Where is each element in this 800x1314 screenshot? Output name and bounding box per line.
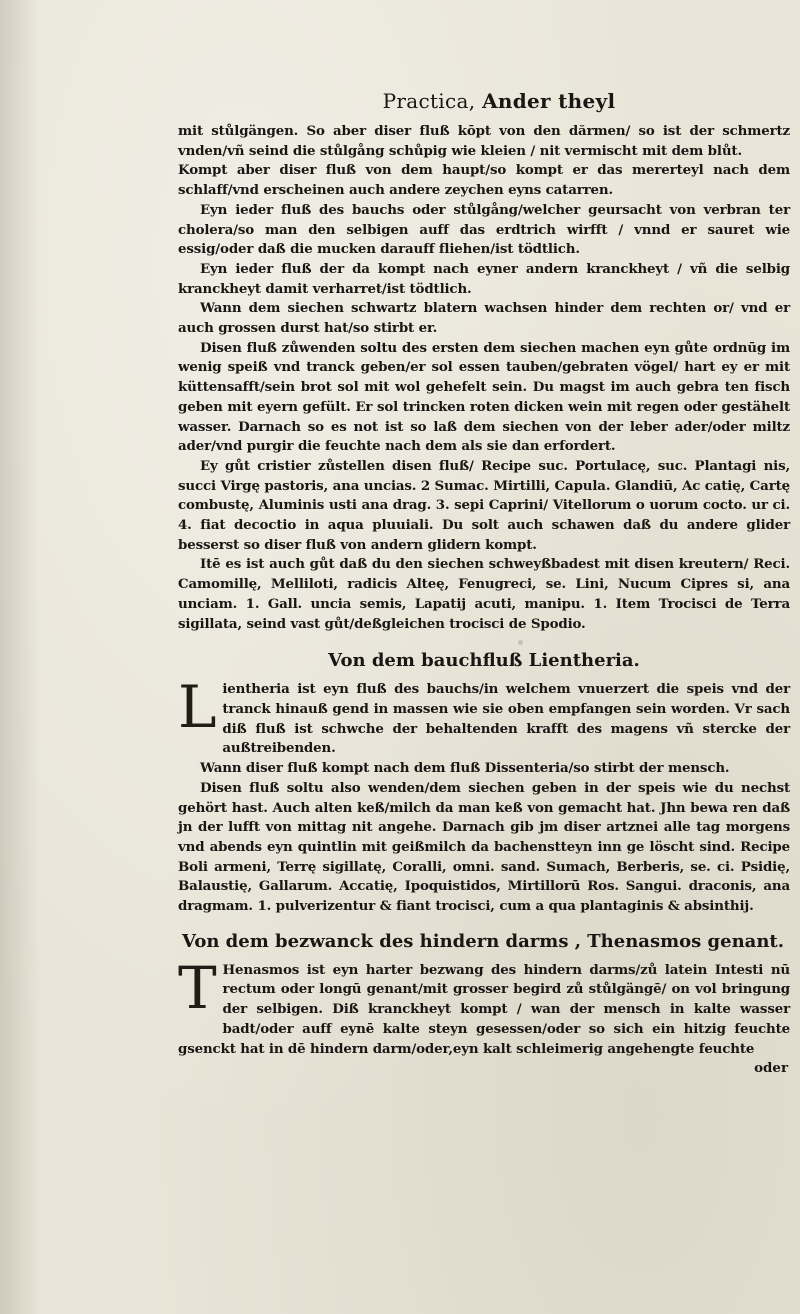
section-heading-lientheria: Von dem bauchfluß Lientheria. (328, 650, 640, 672)
paragraph-3: Eyn ieder fluß des bauchs oder stůlgång/welcher geursacht von verbran ter cholera/so man den selbigen auff das erdtrich wirfft / vnnd er sauret wie essig/oder daß die mucken darauff fliehen/ist tödtlich. (178, 201, 790, 258)
lientheria-first-text: ientheria ist eyn fluß des bauchs/in welchem vnuerzert die speis vnd der tranck hinauß gend in massen wie sie oben empfangen sein worden. Vr sach diß fluß ist schwche der behaltenden krafft des magens vñ stercke der außtreibenden. (222, 681, 790, 757)
gutter-shadow (0, 0, 40, 1314)
running-head-left: Practica, (382, 89, 476, 113)
running-head (208, 86, 790, 122)
text-block (178, 86, 790, 1078)
paragraph-7: Ey gůt cristier zůstellen disen fluß/ Recipe suc. Portulacę, suc. Plantagi nis, succi Virgę pastoris, ana uncias. 2 Sumac. Mirtilli, Capula. Glandiū, Ac catię, Cartę combustę, Aluminis usti ana drag. 3. sepi Caprini/ Vitellorum o uorum cocto. ur ci. 4. fiat decoctio in aqua pluuiali. Du solt auch schawen daß du andere glider besserst so diser fluß von andern glidern kompt. (178, 457, 790, 553)
thenasmos-first-paragraph (178, 953, 790, 1060)
drop-cap: L (178, 673, 217, 742)
paragraph-8: Itē es ist auch gůt daß du den siechen schweyßbadest mit disen kreutern/ Reci. Camomillę, Melliloti, radicis Alteę, Fenugreci, se. Lini, Nucum Cipres si, ana unciam. 1. Gall. uncia semis, Lapatij acuti, manipu. 1. Item Trocisci de Terra sigillata, seind vast gůt/deßgleichen trocisci de Spodio. (178, 556, 790, 632)
paragraph-5: Wann dem siechen schwartz blatern wachsen hinder dem rechten or/ vnd er auch grossen durst hat/so stirbt er. (178, 300, 790, 337)
drop-cap: T (178, 953, 217, 1022)
section-thenasmos (178, 953, 790, 1060)
paragraph-1: mit stůlgängen. So aber diser fluß kōpt von den dărmen/ so ist der schmertz vnden/vñ seind die stůlgång schůpig wie kleien / nit vermischt mit dem blůt. (178, 123, 790, 159)
section-lientheria (178, 673, 790, 916)
paragraph-6: Disen fluß zůwenden soltu des ersten dem siechen machen eyn gůte ordnūg im wenig speiß vnd tranck geben/er sol essen tauben/gebraten vögel/ hart ey er mit küttensafft/sein brot sol mit wol gehefelt sein. Du magst im auch gebra ten fisch geben mit eyern gefült. Er sol trincken roten dicken wein mit regen oder gestähelt wasser. Darnach so es not ist so laß dem siechen von der leber ader/oder miltz ader/vnd purgir die feuchte nach dem als sie dan erfordert. (178, 339, 790, 455)
lientheria-paragraph-2: Wann diser fluß kompt nach dem fluß Dissenteria/so stirbt der mensch. (200, 760, 730, 777)
paragraph-4: Eyn ieder fluß der da kompt nach eyner andern kranckheyt / vñ die selbig kranckheyt damit verharret/ist tödtlich. (178, 260, 790, 297)
catchword: oder (754, 1060, 788, 1077)
paragraph-2: Kompt aber diser fluß von dem haupt/so kompt er das mererteyl nach dem schlaff/vnd erscheinen auch andere zeychen eyns catarren. (178, 162, 790, 199)
lientheria-paragraph-3: Disen fluß soltu also wenden/dem siechen geben in der speis wie du nechst gehört hast. Auch alten keß/milch da man keß von gemacht hat. Jhn bewa ren daß jn der lufft von mittag nit angehe. Darnach gib jm diser artznei alle tag morgens vnd abends eyn quintlin mit geißmilch da bachenstteyn inn ge löscht sind. Recipe Boli armeni, Terrę sigillatę, Coralli, omni. sand. Sumach, Berberis, se. ci. Psidię, Balaustię, Gallarum. Accatię, Ipoquistidos, Mirtillorū Ros. Sangui. draconis, ana dragmam. 1. pulverizentur & fiant trocisci, cum a qua plantaginis & absinthij. (178, 779, 790, 915)
running-head-right: Ander theyl (482, 89, 616, 113)
lientheria-first-paragraph (178, 673, 790, 759)
section-heading-thenasmos: Von dem bezwanck des hindern darms , Thenasmos genant. (182, 930, 784, 952)
thenasmos-first-text: Henasmos ist eyn harter bezwang des hindern darms/zů latein Intesti nū rectum oder longū genant/mit grosser begird zů stůlgängē/ on vol bringung der selbigen. Diß kranckheyt kompt / wan der mensch in kalte wasser badt/oder auff eynē kalte steyn gesessen/oder so sich ein hitzig feuchte gsenckt hat in dē hindern darm/oder,eyn kalt schleimerig angehengte feuchte (178, 961, 790, 1057)
